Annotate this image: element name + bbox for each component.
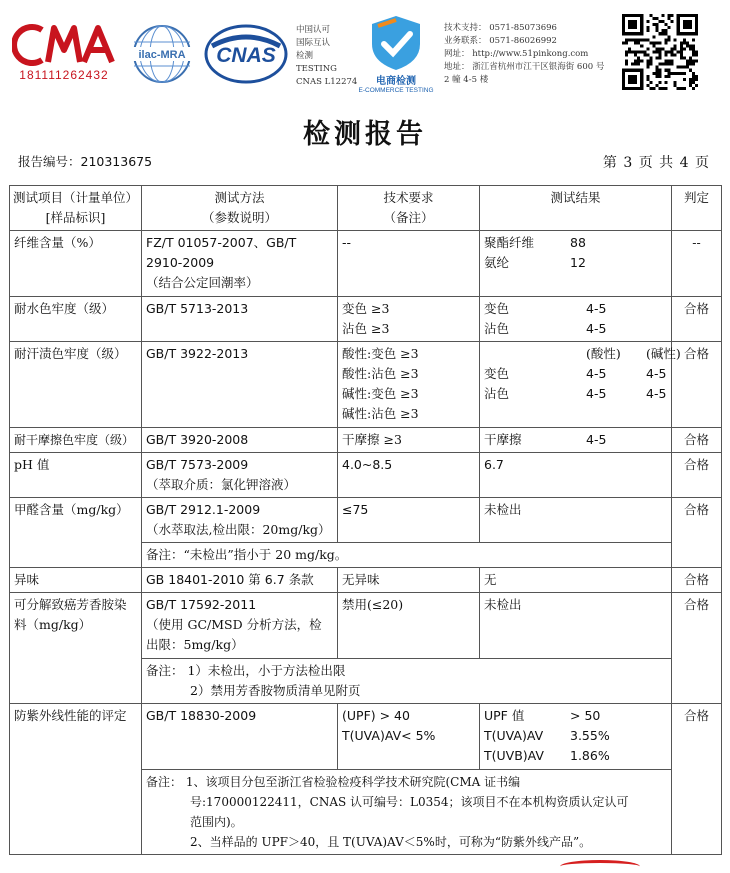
table-row [10,428,722,453]
cma-letters-icon [12,22,116,66]
header-requirement: 技术要求 （备注） [338,186,480,231]
requirement-cell: 禁用(≤20) [338,593,480,659]
header-verdict: 判定 [672,186,722,231]
verdict-cell: 合格 [672,568,722,593]
svg-text:ilac-MRA: ilac-MRA [138,49,186,61]
report-number: 报告编号：210313675 [18,154,153,169]
table-row [10,568,722,593]
header-item: 测试项目（计量单位） [样品标识] [10,186,142,231]
header-result: 测试结果 [480,186,672,231]
verdict-cell: 合格 [672,704,722,855]
result-cell: (酸性) (碱性) 变色 4-5 4-5 沾色 4-5 4-5 [480,342,672,428]
table-row [10,297,722,342]
table-row [10,498,722,543]
verdict-cell: 合格 [672,428,722,453]
qr-code-icon[interactable] [622,14,698,90]
contact-line: 地址： 浙江省杭州市江干区银海街 600 号 [444,62,605,72]
cnas-text-line: TESTING [296,64,337,74]
method-cell: GB/T 17592-2011 （使用 GC/MSD 分析方法，检出限：5mg/kg） [142,593,338,659]
method-cell: GB/T 2912.1-2009 （水萃取法,检出限：20mg/kg） [142,498,338,543]
table-header-row [10,186,722,231]
requirement-cell: -- [338,231,480,297]
result-cell: 6.7 [480,453,672,498]
item-cell: pH 值 [10,453,142,498]
item-cell: 耐汗渍色牢度（级） [10,342,142,428]
method-cell: GB/T 5713-2013 [142,297,338,342]
stamp-edge [560,860,640,873]
cnas-text-line: 中国认可 [296,25,331,35]
ecommerce-testing-logo [358,12,434,94]
result-cell: 变色 4-5 沾色 4-5 [480,297,672,342]
requirement-cell: 干摩擦 ≥3 [338,428,480,453]
table-row [10,453,722,498]
contact-line: 网址： http://www.51pinkong.com [444,49,589,59]
table-row [10,593,722,659]
ec-logo-subtitle: E-COMMERCE TESTING [358,87,434,94]
contact-line: 技术支持： 0571-85073696 [444,23,557,33]
note-cell: 备注： 1、该项目分包至浙江省检验检疫科学技术研究院(CMA 证书编 号:170000122411，CNAS 认可编号：L0354；该项目不在本机构资质认定认可 范围内)。 2、当样品的 UPF＞40，且 T(UVA)AV＜5%时，可称为“防紫外线产品”。 [142,770,672,855]
result-cell: 未检出 [480,593,672,659]
requirement-cell: 4.0~8.5 [338,453,480,498]
verdict-cell: 合格 [672,498,722,568]
ilac-mra-logo [126,24,198,84]
verdict-cell: 合格 [672,453,722,498]
method-cell: GB 18401-2010 第 6.7 条款 [142,568,338,593]
cma-number: 181111262432 [19,68,109,82]
verdict-cell: 合格 [672,593,722,704]
cnas-text-line: CNAS L12274 [296,77,358,87]
requirement-cell: ≤75 [338,498,480,543]
cma-logo [12,22,116,84]
report-title: 检测报告 [303,119,427,150]
result-cell: 干摩擦 4-5 [480,428,672,453]
contact-info [444,22,604,87]
item-cell: 异味 [10,568,142,593]
method-cell: FZ/T 01057-2007、GB/T 2910-2009 （结合公定回潮率） [142,231,338,297]
method-cell: GB/T 7573-2009 （萃取介质：氯化钾溶液） [142,453,338,498]
note-cell: 备注： 1）未检出，小于方法检出限 2）禁用芳香胺物质清单见附页 [142,659,672,704]
shield-check-icon [358,12,434,72]
test-results-table [9,185,722,855]
method-cell: GB/T 3922-2013 [142,342,338,428]
requirement-cell: 无异味 [338,568,480,593]
verdict-cell: 合格 [672,342,722,428]
contact-line: 业务联系： 0571-86026992 [444,36,557,46]
result-cell: 无 [480,568,672,593]
method-cell: GB/T 18830-2009 [142,704,338,770]
item-cell: 甲醛含量（mg/kg） [10,498,142,568]
note-cell: 备注：“未检出”指小于 20 mg/kg。 [142,543,672,568]
verdict-cell: 合格 [672,297,722,342]
requirement-cell: 酸性:变色 ≥3 酸性:沾色 ≥3 碱性:变色 ≥3 碱性:沾色 ≥3 [338,342,480,428]
header-method: 测试方法 （参数说明） [142,186,338,231]
item-cell: 可分解致癌芳香胺染料（mg/kg） [10,593,142,704]
item-cell: 耐干摩擦色牢度（级） [10,428,142,453]
table-row [10,231,722,297]
cnas-text-line: 国际互认 [296,38,331,48]
svg-text:CNAS: CNAS [216,44,276,67]
item-cell: 耐水色牢度（级） [10,297,142,342]
requirement-cell: (UPF) > 40 T(UVA)AV< 5% [338,704,480,770]
requirement-cell: 变色 ≥3 沾色 ≥3 [338,297,480,342]
cnas-logo [204,24,288,84]
result-cell: UPF 值 > 50 T(UVA)AV 3.55% T(UVB)AV 1.86% [480,704,672,770]
verdict-cell: -- [672,231,722,297]
table-row [10,342,722,428]
method-cell: GB/T 3920-2008 [142,428,338,453]
table-row [10,704,722,770]
item-cell: 防紫外线性能的评定 [10,704,142,855]
ec-logo-title: 电商检测 [376,76,416,87]
contact-line: 2 幢 4-5 楼 [444,75,489,85]
result-cell: 聚酯纤维 88 氨纶 12 [480,231,672,297]
result-cell: 未检出 [480,498,672,543]
page-indicator: 第 3 页 共 4 页 [602,155,710,171]
cnas-accreditation-text [296,24,357,89]
cnas-text-line: 检测 [296,51,314,61]
item-cell: 纤维含量（%） [10,231,142,297]
